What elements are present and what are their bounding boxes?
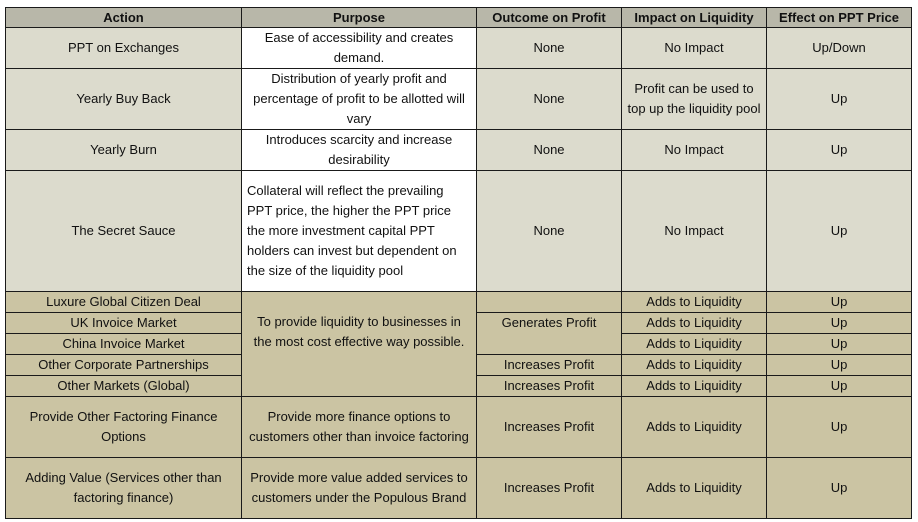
action-cell: UK Invoice Market: [6, 313, 242, 334]
table-row: [6, 458, 912, 519]
effect-cell: Up: [767, 355, 912, 376]
effect-cell: Up: [767, 458, 912, 519]
action-cell: Provide Other Factoring Finance Options: [6, 397, 242, 458]
action-cell: Other Corporate Partnerships: [6, 355, 242, 376]
impact-cell: Adds to Liquidity: [622, 355, 767, 376]
impact-cell: Adds to Liquidity: [622, 292, 767, 313]
action-cell: Yearly Burn: [6, 130, 242, 171]
impact-cell: Adds to Liquidity: [622, 458, 767, 519]
header-outcome: Outcome on Profit: [477, 8, 622, 28]
action-cell: Yearly Buy Back: [6, 69, 242, 130]
outcome-cell: Increases Profit: [477, 458, 622, 519]
outcome-cell: None: [477, 69, 622, 130]
purpose-cell: Distribution of yearly profit and percentage of profit to be allotted will vary: [242, 69, 477, 130]
action-cell: PPT on Exchanges: [6, 28, 242, 69]
impact-cell: No Impact: [622, 171, 767, 292]
action-cell: The Secret Sauce: [6, 171, 242, 292]
table-row: [6, 130, 912, 171]
effect-cell: Up: [767, 397, 912, 458]
table-row: [6, 69, 912, 130]
action-cell: China Invoice Market: [6, 334, 242, 355]
header-effect: Effect on PPT Price: [767, 8, 912, 28]
impact-cell: Adds to Liquidity: [622, 397, 767, 458]
effect-cell: Up: [767, 292, 912, 313]
effect-cell: Up: [767, 69, 912, 130]
purpose-cell: Introduces scarcity and increase desirability: [242, 130, 477, 171]
outcome-cell: [477, 292, 622, 313]
impact-cell: Adds to Liquidity: [622, 313, 767, 334]
ppt-table: [5, 7, 912, 519]
effect-cell: Up: [767, 171, 912, 292]
effect-cell: Up: [767, 313, 912, 334]
header-action: Action: [6, 8, 242, 28]
purpose-cell: Ease of accessibility and creates demand.: [242, 28, 477, 69]
group-purpose-cell: To provide liquidity to businesses in the most cost effective way possible.: [242, 292, 477, 397]
purpose-cell: Provide more finance options to customers other than invoice factoring: [242, 397, 477, 458]
outcome-cell: Generates Profit: [477, 313, 622, 355]
outcome-cell: None: [477, 130, 622, 171]
effect-cell: Up/Down: [767, 28, 912, 69]
outcome-cell: None: [477, 171, 622, 292]
table-row: [6, 292, 912, 313]
table-row: [6, 28, 912, 69]
outcome-cell: Increases Profit: [477, 355, 622, 376]
purpose-cell: Collateral will reflect the prevailing PPT price, the higher the PPT price the more investment capital PPT holders can invest but dependent on the size of the liquidity pool: [242, 171, 477, 292]
impact-cell: Profit can be used to top up the liquidity pool: [622, 69, 767, 130]
action-cell: Adding Value (Services other than factoring finance): [6, 458, 242, 519]
header-purpose: Purpose: [242, 8, 477, 28]
effect-cell: Up: [767, 376, 912, 397]
impact-cell: No Impact: [622, 130, 767, 171]
outcome-cell: None: [477, 28, 622, 69]
table-row: [6, 171, 912, 292]
impact-cell: Adds to Liquidity: [622, 376, 767, 397]
table-row: [6, 397, 912, 458]
purpose-cell: Provide more value added services to customers under the Populous Brand: [242, 458, 477, 519]
outcome-cell: Increases Profit: [477, 397, 622, 458]
action-cell: Luxure Global Citizen Deal: [6, 292, 242, 313]
header-impact: Impact on Liquidity: [622, 8, 767, 28]
effect-cell: Up: [767, 334, 912, 355]
outcome-cell: Increases Profit: [477, 376, 622, 397]
action-cell: Other Markets (Global): [6, 376, 242, 397]
impact-cell: No Impact: [622, 28, 767, 69]
effect-cell: Up: [767, 130, 912, 171]
impact-cell: Adds to Liquidity: [622, 334, 767, 355]
header-row: [6, 8, 912, 28]
